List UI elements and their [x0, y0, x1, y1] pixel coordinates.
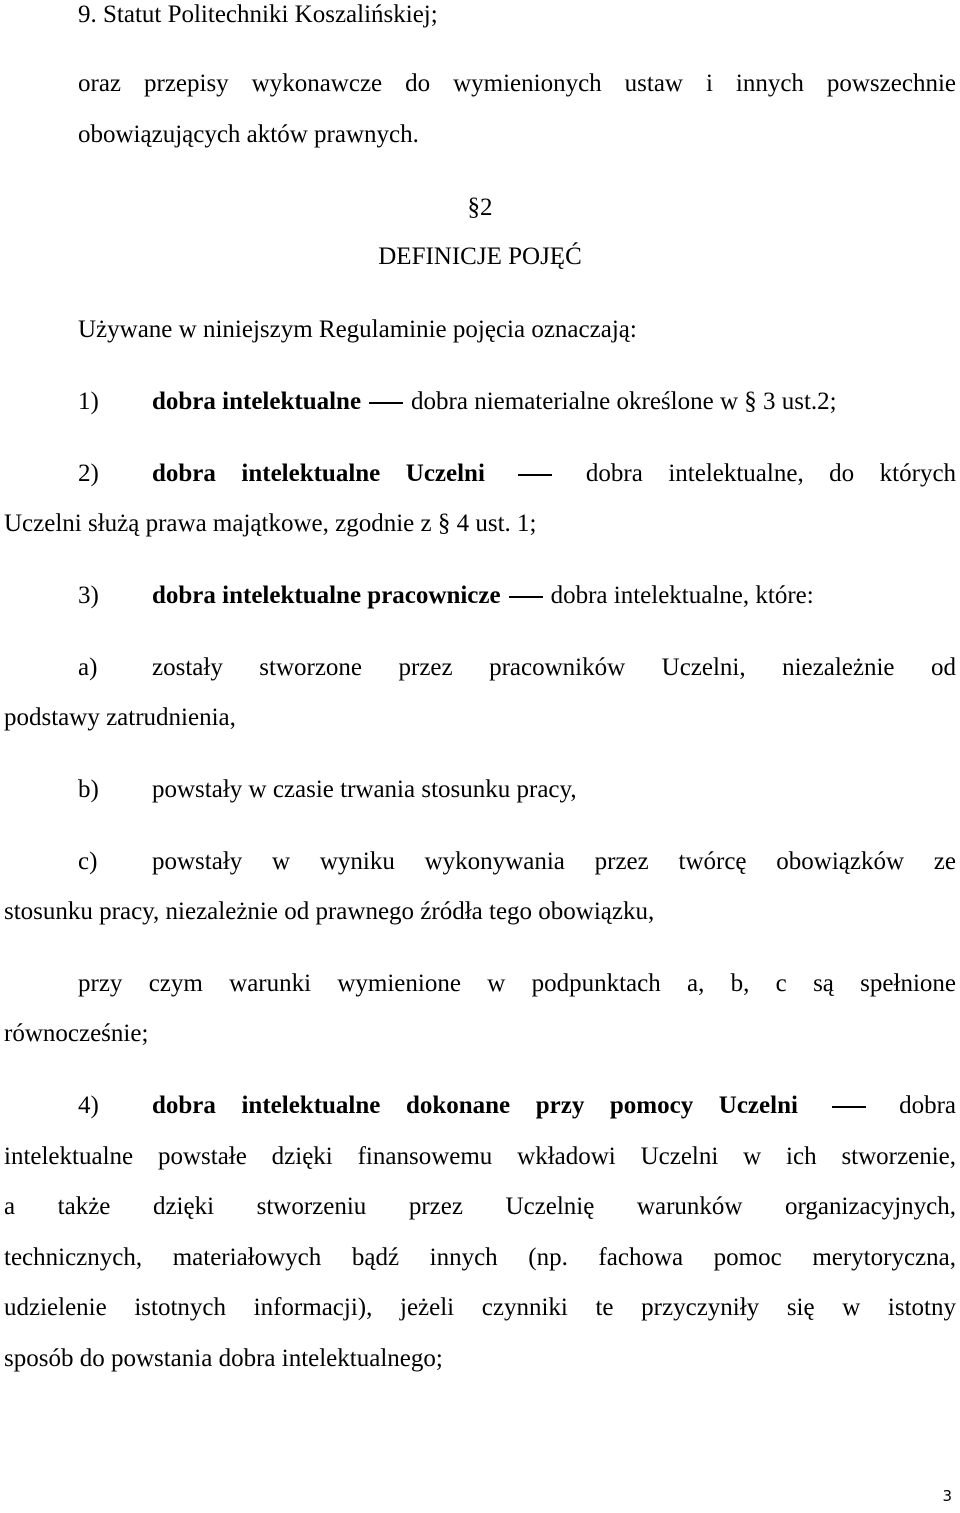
definition-4-line-1	[78, 1091, 956, 1121]
definition-text: dobra	[899, 1092, 957, 1119]
definition-text: dobra intelektualne, które:	[550, 582, 814, 609]
section-sign: §	[437, 510, 451, 537]
definition-label: 1)	[78, 388, 99, 415]
definition-4-line-3: a także dzięki stworzeniu przez Uczelnię warunków organizacyjnych,	[4, 1193, 956, 1220]
dash	[832, 1106, 866, 1108]
definition-label: 3)	[78, 582, 99, 609]
subitem-a-line-2: podstawy zatrudnienia,	[4, 704, 236, 731]
definition-ref: 4 ust. 1;	[456, 510, 537, 537]
page-number: 3	[942, 1487, 952, 1505]
note-line-2: równocześnie;	[4, 1020, 149, 1047]
definition-4-line-5: udzielenie istotnych informacji), jeżeli czynniki te przyczyniły się w istotny	[4, 1294, 956, 1321]
subitem-c-line-1	[78, 847, 956, 877]
subitem-a-line-1	[78, 653, 956, 683]
subitem-label: b)	[78, 776, 99, 803]
definition-3	[78, 581, 956, 611]
intro-line-1: oraz przepisy wykonawcze do wymienionych ustaw i innych powszechnie	[78, 70, 956, 97]
section-sign: §	[467, 194, 480, 221]
definition-4-line-6: sposób do powstania dobra intelektualnego;	[4, 1345, 443, 1372]
definition-term: dobra intelektualne	[152, 388, 362, 415]
dash	[518, 474, 552, 476]
definition-4-line-4: technicznych, materiałowych bądź innych (np. fachowa pomoc merytoryczna,	[4, 1244, 956, 1271]
dash	[369, 402, 403, 404]
section-title: DEFINICJE POJĘĆ	[378, 243, 582, 270]
definition-4-line-2: intelektualne powstałe dzięki finansowemu wkładowi Uczelni w ich stworzenie,	[4, 1143, 956, 1170]
section-sign: §	[744, 388, 757, 415]
subitem-text: powstały w wyniku wykonywania przez twórcę obowiązków ze	[152, 848, 956, 875]
subitem-label: a)	[78, 654, 98, 681]
subitem-b	[78, 775, 956, 805]
subitem-c-line-2: stosunku pracy, niezależnie od prawnego źródła tego obowiązku,	[4, 898, 655, 925]
definition-term: dobra intelektualne Uczelni	[152, 460, 485, 487]
definition-term: dobra intelektualne pracownicze	[152, 582, 501, 609]
item-9: 9. Statut Politechniki Koszalińskiej;	[78, 1, 438, 28]
definition-term: dobra intelektualne dokonane przy pomocy Uczelni	[152, 1092, 798, 1119]
definition-ref: 3 ust.2;	[763, 388, 837, 415]
definition-2-line-1	[78, 459, 956, 489]
section-heading	[4, 193, 956, 223]
definition-text: dobra niematerialne określone w	[411, 388, 738, 415]
definition-label: 4)	[78, 1092, 99, 1119]
subitem-label: c)	[78, 848, 98, 875]
intro-line-2: obowiązujących aktów prawnych.	[78, 121, 419, 148]
note-line-1: przy czym warunki wymienione w podpunktach a, b, c są spełnione	[78, 970, 956, 997]
section-number: 2	[480, 194, 493, 221]
definition-1	[78, 387, 956, 417]
definition-text: dobra intelektualne, do których	[585, 460, 957, 487]
definition-2-line-2	[4, 509, 956, 539]
dash	[509, 596, 543, 598]
definition-label: 2)	[78, 460, 99, 487]
subitem-text: zostały stworzone przez pracowników Uczelni, niezależnie od	[152, 654, 956, 681]
subitem-text: powstały w czasie trwania stosunku pracy,	[152, 776, 577, 803]
lead-text: Używane w niniejszym Regulaminie pojęcia oznaczają:	[78, 316, 637, 343]
definition-text: Uczelni służą prawa majątkowe, zgodnie z	[4, 510, 432, 537]
